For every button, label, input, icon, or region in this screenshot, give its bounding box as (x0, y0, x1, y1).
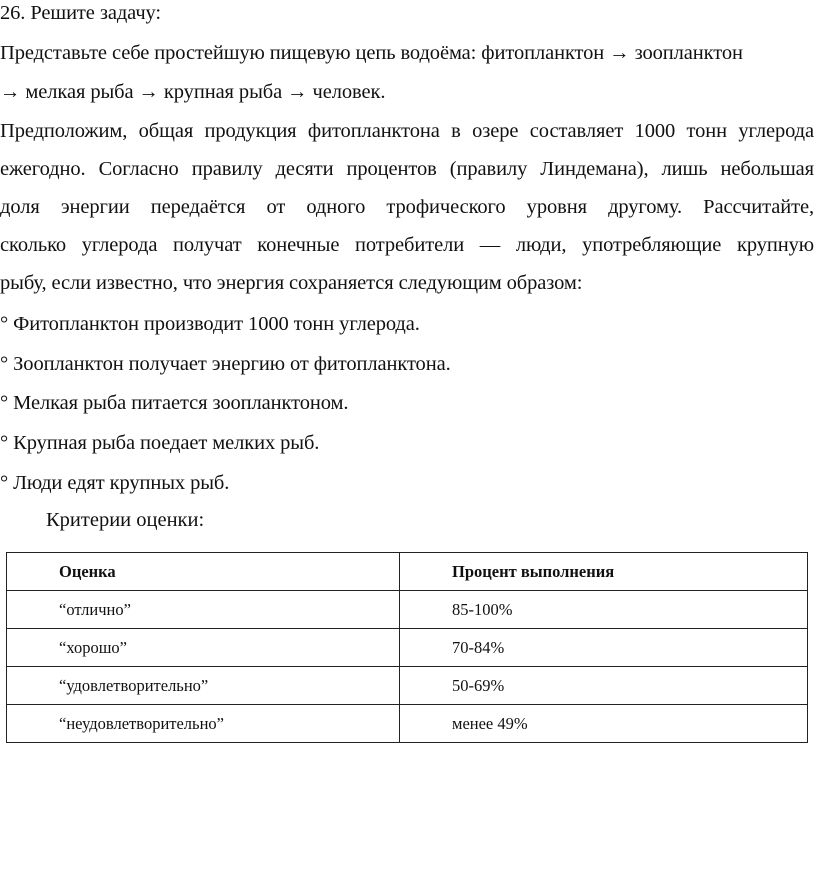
table-row (7, 629, 808, 667)
bullet-item: ° Крупная рыба поедает мелких рыб. (0, 432, 320, 454)
percent-cell: 85-100% (400, 591, 808, 629)
grade-cell: “отлично” (7, 591, 400, 629)
table-header-row (7, 553, 808, 591)
criteria-table (6, 552, 808, 743)
column-header-grade: Оценка (7, 553, 400, 591)
table-row (7, 667, 808, 705)
grade-cell: “хорошо” (7, 629, 400, 667)
percent-cell: 70-84% (400, 629, 808, 667)
bullet-item: ° Зоопланктон получает энергию от фитопланктона. (0, 353, 451, 375)
paragraph-line-5: рыбу, если известно, что энергия сохраняется следующим образом: (0, 272, 583, 294)
table-row (7, 591, 808, 629)
grade-cell: “неудовлетворительно” (7, 705, 400, 743)
bullet-item: ° Мелкая рыба питается зоопланктоном. (0, 392, 349, 414)
percent-cell: 50-69% (400, 667, 808, 705)
table-row (7, 705, 808, 743)
column-header-percent: Процент выполнения (400, 553, 808, 591)
bullet-item: ° Люди едят крупных рыб. (0, 472, 230, 494)
percent-cell: менее 49% (400, 705, 808, 743)
bullet-item: ° Фитопланктон производит 1000 тонн углерода. (0, 313, 420, 335)
intro-line-1: Представьте себе простейшую пищевую цепь водоёма: фитопланктон → зоопланктон (0, 42, 743, 64)
paragraph-line-4: сколько углерода получат конечные потребители — люди, употребляющие крупную (0, 234, 814, 256)
paragraph-line-3: доля энергии передаётся от одного трофического уровня другому. Рассчитайте, (0, 196, 814, 218)
paragraph-line-2: ежегодно. Согласно правилу десяти процентов (правилу Линдемана), лишь небольшая (0, 158, 814, 180)
grade-cell: “удовлетворительно” (7, 667, 400, 705)
paragraph-line-1: Предположим, общая продукция фитопланктона в озере составляет 1000 тонн углерода (0, 120, 814, 142)
intro-line-2: → мелкая рыба → крупная рыба → человек. (0, 81, 386, 103)
task-heading: 26. Решите задачу: (0, 2, 162, 24)
criteria-title: Критерии оценки: (46, 509, 205, 531)
